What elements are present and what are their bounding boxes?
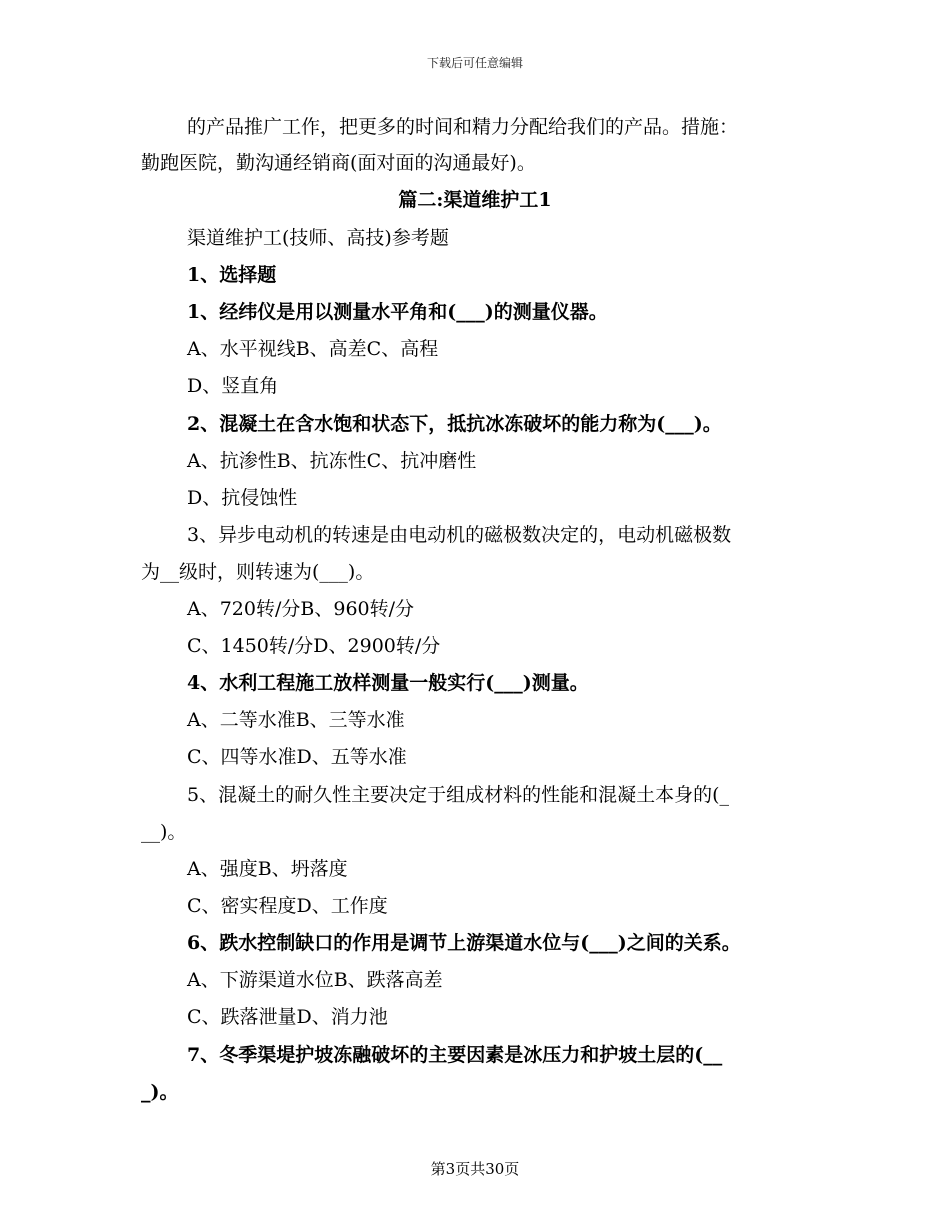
answer-options: A、下游渠道水位B、跌落高差 (187, 969, 443, 991)
text-line: 渠道维护工(技师、高技)参考题 (187, 227, 449, 249)
answer-options: D、竖直角 (187, 375, 279, 397)
question: 7、冬季渠堤护坡冻融破坏的主要因素是冰压力和护坡土层的(__ (187, 1044, 723, 1066)
answer-options: A、抗渗性B、抗冻性C、抗冲磨性 (187, 450, 477, 472)
text-line: 勤跑医院，勤沟通经销商(面对面的沟通最好)。 (141, 152, 536, 174)
answer-options: C、四等水准D、五等水准 (187, 746, 407, 768)
answer-options: C、跌落泄量D、消力池 (187, 1006, 388, 1028)
text-line: 的产品推广工作，把更多的时间和精力分配给我们的产品。措施： (187, 116, 739, 138)
question: 为__级时，则转速为(___)。 (141, 561, 375, 583)
question: __)。 (141, 821, 187, 843)
section-title: 篇二:渠道维护工1 (398, 189, 552, 211)
answer-options: A、强度B、坍落度 (187, 858, 348, 880)
question: _)。 (141, 1081, 179, 1103)
page-footer: 第3页共30页 (430, 1160, 520, 1178)
page-header: 下载后可任意编辑 (426, 56, 523, 70)
question: 3、异步电动机的转速是由电动机的磁极数决定的，电动机磁极数 (187, 524, 732, 546)
question: 5、混凝土的耐久性主要决定于组成材料的性能和混凝土本身的(_ (187, 784, 730, 806)
answer-options: A、水平视线B、高差C、高程 (187, 338, 439, 360)
answer-options: A、二等水准B、三等水准 (187, 709, 405, 731)
question: 4、水利工程施工放样测量一般实行(___)测量。 (187, 672, 589, 694)
answer-options: C、1450转/分D、2900转/分 (187, 635, 441, 657)
answer-options: D、抗侵蚀性 (187, 487, 298, 509)
answer-options: C、密实程度D、工作度 (187, 895, 388, 917)
question: 6、跌水控制缺口的作用是调节上游渠道水位与(___)之间的关系。 (187, 932, 741, 954)
question: 1、经纬仪是用以测量水平角和(___)的测量仪器。 (187, 301, 608, 323)
answer-options: A、720转/分B、960转/分 (187, 598, 415, 620)
question-heading: 1、选择题 (187, 264, 277, 286)
question: 2、混凝土在含水饱和状态下，抵抗冰冻破坏的能力称为(___)。 (187, 413, 722, 435)
